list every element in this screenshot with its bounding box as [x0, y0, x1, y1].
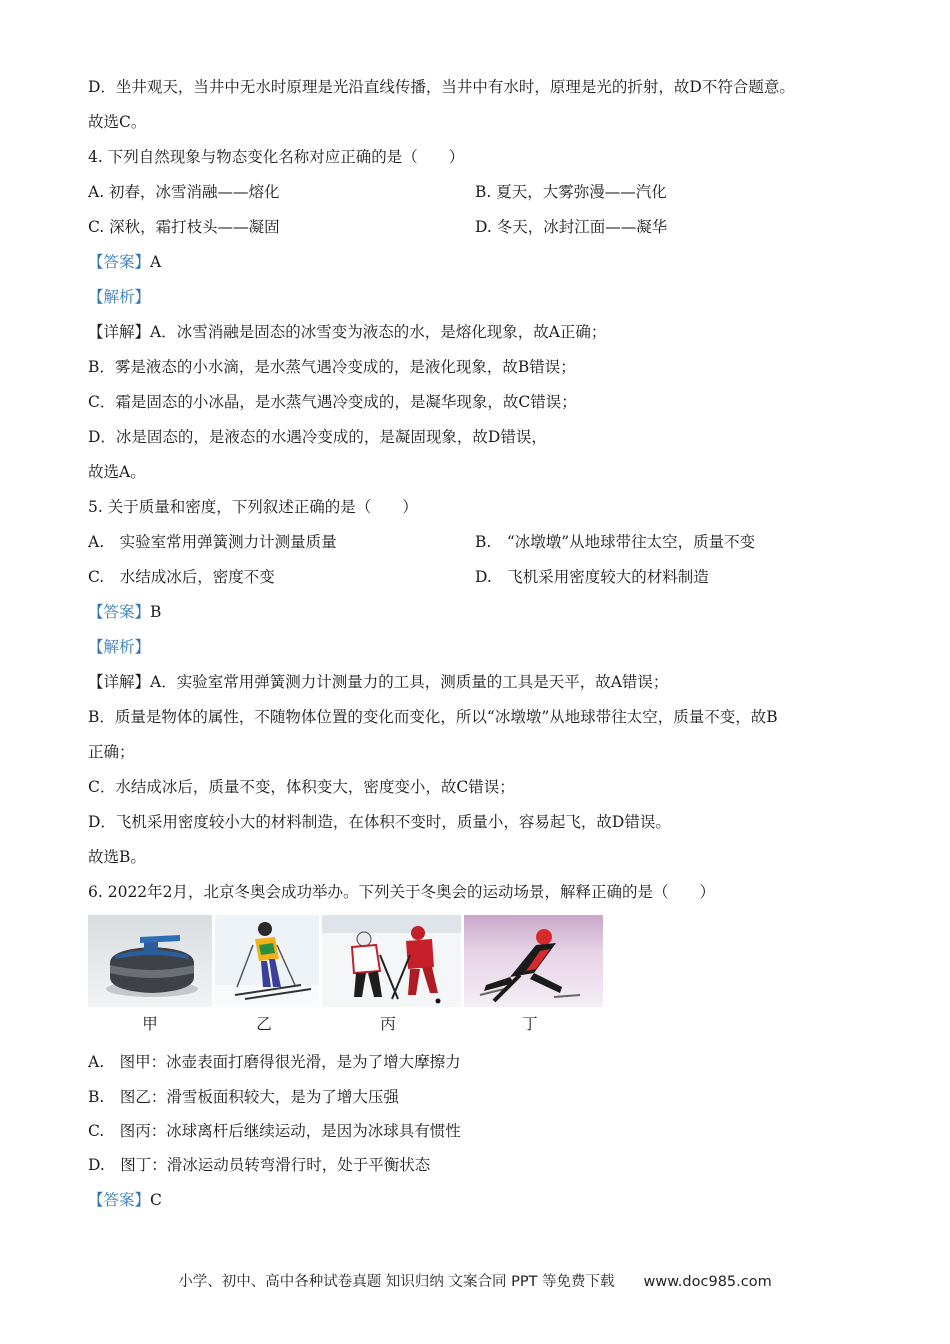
figure-curling-stone [88, 915, 212, 1007]
answer-5 [88, 602, 161, 622]
detail-4-1 [88, 322, 606, 342]
detail-4-4: D．冰是固态的，是液态的水遇冷变成的，是凝固现象，故D错误， [88, 428, 547, 446]
answer-value: B [150, 603, 162, 621]
answer-tag: 【答案】 [88, 603, 151, 621]
detail-text: A．冰雪消融是固态的冰雪变为液态的水，是熔化现象，故A正确； [150, 323, 607, 341]
answer-value: A [150, 253, 162, 271]
option-6a: A. 图甲：冰壶表面打磨得很光滑，是为了增大摩擦力 [88, 1053, 461, 1071]
option-5a: A. 实验室常用弹簧测力计测量质量 [88, 533, 337, 551]
figure-label-yi: 乙 [256, 1015, 272, 1033]
option-4c: C. 深秋，霜打枝头——凝固 [88, 218, 280, 236]
question-5: 5. 关于质量和密度，下列叙述正确的是（ ） [88, 498, 418, 516]
figure-ice-hockey [322, 915, 461, 1007]
option-6b: B. 图乙：滑雪板面积较大，是为了增大压强 [88, 1088, 399, 1106]
detail-5-3: C．水结成冰后，质量不变，体积变大，密度变小，故C错误； [88, 778, 515, 796]
option-4b: B. 夏天，大雾弥漫——汽化 [475, 183, 667, 201]
detail-4-3: C．霜是固态的小冰晶，是水蒸气遇冷变成的，是凝华现象，故C错误； [88, 393, 577, 411]
detail-5-1 [88, 672, 668, 692]
answer-4 [88, 252, 161, 272]
text-line: D．坐井观天，当井中无水时原理是光沿直线传播，当井中有水时，原理是光的折射，故D不符合题意。 [88, 78, 795, 96]
answer-tag: 【答案】 [88, 1191, 151, 1209]
figure-label-ding: 丁 [522, 1015, 538, 1033]
detail-text: A．实验室常用弹簧测力计测量力的工具，测质量的工具是天平，故A错误； [150, 673, 669, 691]
option-5d: D. 飞机采用密度较大的材料制造 [475, 568, 709, 586]
question-4: 4. 下列自然现象与物态变化名称对应正确的是（ ） [88, 148, 465, 166]
option-6d: D. 图丁：滑冰运动员转弯滑行时，处于平衡状态 [88, 1156, 431, 1174]
detail-4-2: B．雾是液态的小水滴，是水蒸气遇冷变成的，是液化现象，故B错误； [88, 358, 576, 376]
option-5b: B. “冰墩墩”从地球带往太空，质量不变 [475, 533, 756, 551]
option-5c: C. 水结成冰后，密度不变 [88, 568, 275, 586]
analysis-tag: 【解析】 [88, 288, 151, 306]
option-4a: A. 初春，冰雪消融——熔化 [88, 183, 280, 201]
text-line: 故选C。 [88, 113, 147, 131]
answer-tag: 【答案】 [88, 253, 151, 271]
figure-skier [215, 915, 319, 1007]
answer-value: C [150, 1191, 162, 1209]
detail-5-4: D．飞机采用密度较小大的材料制造，在体积不变时，质量小，容易起飞，故D错误。 [88, 813, 671, 831]
detail-tag: 【详解】 [88, 323, 151, 341]
detail-tag: 【详解】 [88, 673, 151, 691]
detail-4-5: 故选A。 [88, 463, 146, 481]
detail-5-2: B．质量是物体的属性，不随物体位置的变化而变化，所以“冰墩墩”从地球带往太空，质量不变，故B [88, 708, 778, 726]
analysis-tag: 【解析】 [88, 638, 151, 656]
figure-label-bing: 丙 [380, 1015, 396, 1033]
figure-speed-skater [464, 915, 603, 1007]
figure-label-jia: 甲 [142, 1015, 158, 1033]
page-footer: 小学、初中、高中各种试卷真题 知识归纳 文案合同 PPT 等免费下载 www.doc985.com [178, 1274, 772, 1290]
detail-5-2b: 正确； [88, 743, 135, 761]
option-6c: C. 图丙：冰球离杆后继续运动，是因为冰球具有惯性 [88, 1122, 461, 1140]
answer-6 [88, 1190, 162, 1210]
question-6: 6. 2022年2月，北京冬奥会成功举办。下列关于冬奥会的运动场景，解释正确的是（ ） [88, 883, 716, 901]
option-4d: D. 冬天，冰封江面——凝华 [475, 218, 668, 236]
detail-5-5: 故选B。 [88, 848, 146, 866]
